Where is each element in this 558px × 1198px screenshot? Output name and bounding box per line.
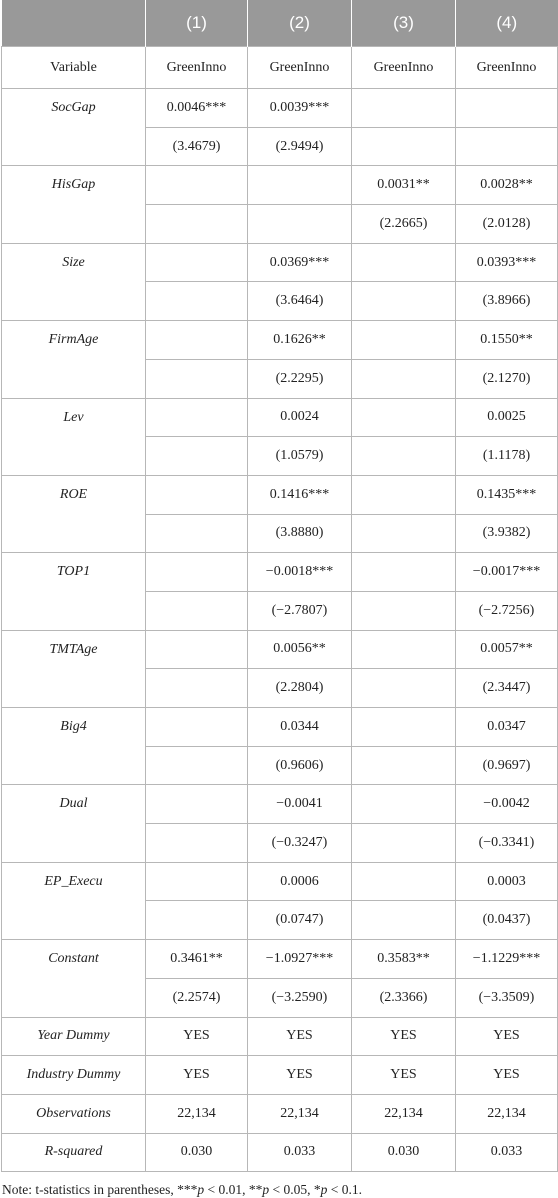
t-statistic-cell: (−3.2590) (248, 978, 352, 1017)
variable-name-cell: EP_Execu (2, 862, 146, 939)
coefficient-row (2, 862, 558, 901)
summary-row (2, 1094, 558, 1133)
t-statistic-cell: (3.8966) (456, 282, 558, 321)
summary-row (2, 1056, 558, 1095)
coefficient-cell (352, 321, 456, 360)
variable-name-cell: FirmAge (2, 321, 146, 398)
t-statistic-cell (146, 824, 248, 863)
t-statistic-cell: (−2.7807) (248, 591, 352, 630)
coefficient-cell: 0.0028** (456, 166, 558, 205)
coefficient-cell: 0.0369*** (248, 243, 352, 282)
coefficient-cell: −0.0042 (456, 785, 558, 824)
coefficient-cell (352, 862, 456, 901)
t-statistic-cell (146, 437, 248, 476)
variable-name-cell: Constant (2, 940, 146, 1017)
variable-name-cell: HisGap (2, 166, 146, 243)
dependent-variable-cell: GreenInno (456, 47, 558, 89)
t-statistic-cell: (0.0747) (248, 901, 352, 940)
t-statistic-cell (146, 669, 248, 708)
column-header-3: (3) (352, 0, 456, 47)
coefficient-cell (146, 553, 248, 592)
t-statistic-cell: (−2.7256) (456, 591, 558, 630)
t-statistic-cell: (2.0128) (456, 205, 558, 244)
t-statistic-cell (352, 437, 456, 476)
t-statistic-cell: (−0.3341) (456, 824, 558, 863)
t-statistic-cell (352, 127, 456, 166)
summary-value-cell: YES (248, 1017, 352, 1056)
t-statistic-cell: (0.0437) (456, 901, 558, 940)
t-statistic-cell: (3.9382) (456, 514, 558, 553)
summary-value-cell: YES (146, 1056, 248, 1095)
summary-value-cell: YES (146, 1017, 248, 1056)
coefficient-cell: 0.3583** (352, 940, 456, 979)
coefficient-cell: 0.0003 (456, 862, 558, 901)
coefficient-cell (352, 708, 456, 747)
summary-value-cell: 0.033 (248, 1133, 352, 1172)
summary-value-cell: YES (456, 1056, 558, 1095)
variable-label-cell: Variable (2, 47, 146, 89)
coefficient-cell: 0.1435*** (456, 475, 558, 514)
t-statistic-cell: (0.9697) (456, 746, 558, 785)
summary-value-cell: YES (248, 1056, 352, 1095)
dependent-variable-cell: GreenInno (146, 47, 248, 89)
coefficient-cell: −1.1229*** (456, 940, 558, 979)
coefficient-cell (352, 630, 456, 669)
table-body (2, 47, 558, 1172)
t-statistic-cell (352, 669, 456, 708)
coefficient-cell (146, 398, 248, 437)
t-statistic-cell (248, 205, 352, 244)
summary-value-cell: YES (352, 1056, 456, 1095)
coefficient-cell: −0.0017*** (456, 553, 558, 592)
t-statistic-cell (352, 514, 456, 553)
t-statistic-cell: (3.8880) (248, 514, 352, 553)
coefficient-cell (146, 475, 248, 514)
summary-row (2, 1133, 558, 1172)
t-statistic-cell (352, 591, 456, 630)
coefficient-cell: 0.1626** (248, 321, 352, 360)
coefficient-row (2, 475, 558, 514)
coefficient-cell (146, 321, 248, 360)
coefficient-cell: 0.0056** (248, 630, 352, 669)
coefficient-cell: −0.0041 (248, 785, 352, 824)
coefficient-cell (456, 89, 558, 128)
coefficient-cell (146, 862, 248, 901)
summary-value-cell: 22,134 (146, 1094, 248, 1133)
t-statistic-cell: (2.2665) (352, 205, 456, 244)
summary-value-cell: 0.030 (146, 1133, 248, 1172)
summary-value-cell: YES (352, 1017, 456, 1056)
variable-name-cell: SocGap (2, 89, 146, 166)
coefficient-cell (352, 89, 456, 128)
coefficient-cell: 0.1550** (456, 321, 558, 360)
coefficient-cell (146, 243, 248, 282)
summary-label-cell: Year Dummy (2, 1017, 146, 1056)
column-header-4: (4) (456, 0, 558, 47)
dependent-variable-row (2, 47, 558, 89)
coefficient-cell: 0.3461** (146, 940, 248, 979)
dependent-variable-cell: GreenInno (248, 47, 352, 89)
coefficient-cell (352, 475, 456, 514)
coefficient-cell (352, 785, 456, 824)
variable-name-cell: Dual (2, 785, 146, 862)
summary-row (2, 1017, 558, 1056)
regression-table (1, 0, 558, 1172)
t-statistic-cell: (1.1178) (456, 437, 558, 476)
coefficient-cell: 0.0039*** (248, 89, 352, 128)
coefficient-cell: 0.0347 (456, 708, 558, 747)
coefficient-cell: 0.1416*** (248, 475, 352, 514)
coefficient-cell: 0.0006 (248, 862, 352, 901)
t-statistic-cell: (2.2295) (248, 359, 352, 398)
coefficient-cell: −1.0927*** (248, 940, 352, 979)
t-statistic-cell (456, 127, 558, 166)
coefficient-row (2, 398, 558, 437)
coefficient-row (2, 553, 558, 592)
coefficient-row (2, 708, 558, 747)
column-header-2: (2) (248, 0, 352, 47)
variable-name-cell: Big4 (2, 708, 146, 785)
summary-value-cell: 22,134 (456, 1094, 558, 1133)
variable-name-cell: TOP1 (2, 553, 146, 630)
t-statistic-cell: (2.2574) (146, 978, 248, 1017)
coefficient-cell (146, 630, 248, 669)
coefficient-cell: 0.0046*** (146, 89, 248, 128)
t-statistic-cell: (2.9494) (248, 127, 352, 166)
t-statistic-cell: (2.1270) (456, 359, 558, 398)
summary-label-cell: R-squared (2, 1133, 146, 1172)
summary-label-cell: Industry Dummy (2, 1056, 146, 1095)
t-statistic-cell (146, 359, 248, 398)
t-statistic-cell (146, 901, 248, 940)
t-statistic-cell: (−0.3247) (248, 824, 352, 863)
t-statistic-cell (352, 359, 456, 398)
t-statistic-cell: (0.9606) (248, 746, 352, 785)
t-statistic-cell (146, 514, 248, 553)
t-statistic-cell (352, 746, 456, 785)
t-statistic-cell (146, 205, 248, 244)
t-statistic-cell: (1.0579) (248, 437, 352, 476)
column-header-1: (1) (146, 0, 248, 47)
coefficient-cell (352, 398, 456, 437)
summary-label-cell: Observations (2, 1094, 146, 1133)
coefficient-row (2, 321, 558, 360)
t-statistic-cell (352, 282, 456, 321)
coefficient-row (2, 785, 558, 824)
variable-name-cell: Size (2, 243, 146, 320)
column-header-blank (2, 0, 146, 47)
coefficient-cell (146, 785, 248, 824)
t-statistic-cell: (−3.3509) (456, 978, 558, 1017)
coefficient-row (2, 166, 558, 205)
summary-value-cell: 0.030 (352, 1133, 456, 1172)
table-header (2, 0, 558, 47)
variable-name-cell: Lev (2, 398, 146, 475)
t-statistic-cell: (3.4679) (146, 127, 248, 166)
coefficient-cell: 0.0031** (352, 166, 456, 205)
summary-value-cell: 22,134 (248, 1094, 352, 1133)
t-statistic-cell: (2.3447) (456, 669, 558, 708)
coefficient-row (2, 89, 558, 128)
coefficient-cell: 0.0393*** (456, 243, 558, 282)
coefficient-row (2, 940, 558, 979)
column-number-row (2, 0, 558, 47)
coefficient-cell (146, 708, 248, 747)
coefficient-cell: 0.0344 (248, 708, 352, 747)
t-statistic-cell (146, 282, 248, 321)
dependent-variable-cell: GreenInno (352, 47, 456, 89)
t-statistic-cell (352, 824, 456, 863)
t-statistic-cell (352, 901, 456, 940)
variable-name-cell: ROE (2, 475, 146, 552)
coefficient-cell (248, 166, 352, 205)
coefficient-cell: 0.0024 (248, 398, 352, 437)
summary-value-cell: 0.033 (456, 1133, 558, 1172)
table-note: Note: t-statistics in parentheses, ***p < 0.01, **p < 0.05, *p < 0.1. (2, 1182, 362, 1198)
t-statistic-cell: (2.2804) (248, 669, 352, 708)
summary-value-cell: 22,134 (352, 1094, 456, 1133)
coefficient-cell (146, 166, 248, 205)
coefficient-cell: −0.0018*** (248, 553, 352, 592)
coefficient-cell (352, 553, 456, 592)
t-statistic-cell (146, 591, 248, 630)
coefficient-cell: 0.0057** (456, 630, 558, 669)
coefficient-row (2, 630, 558, 669)
coefficient-cell (352, 243, 456, 282)
coefficient-cell: 0.0025 (456, 398, 558, 437)
variable-name-cell: TMTAge (2, 630, 146, 707)
t-statistic-cell: (3.6464) (248, 282, 352, 321)
t-statistic-cell: (2.3366) (352, 978, 456, 1017)
t-statistic-cell (146, 746, 248, 785)
coefficient-row (2, 243, 558, 282)
summary-value-cell: YES (456, 1017, 558, 1056)
